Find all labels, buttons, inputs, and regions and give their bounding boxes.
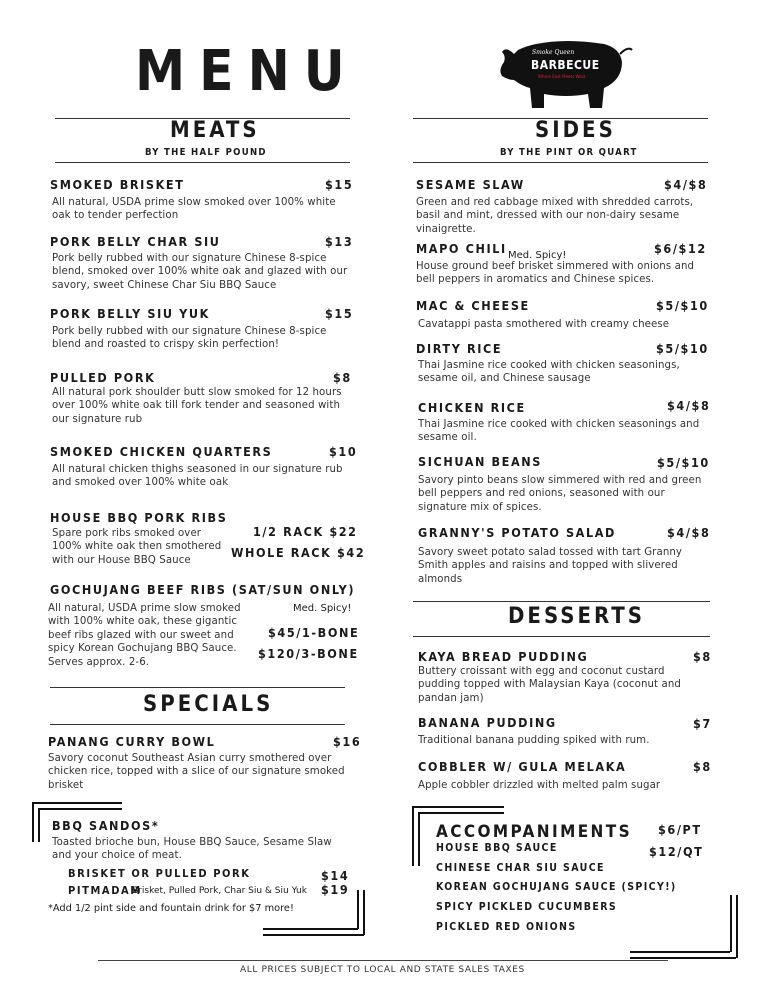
sandos-frame	[263, 928, 358, 930]
sandos-frame	[38, 808, 122, 810]
sandos-line2-detail: Brisket, Pulled Pork, Char Siu & Siu Yuk	[132, 886, 307, 896]
sandos-desc: Toasted brioche bun, House BBQ Sauce, Sesame Slaw and your choice of meat.	[52, 837, 332, 862]
meats-rule-bottom	[55, 162, 350, 163]
accompaniments-frame	[736, 895, 738, 958]
desserts-rule-bottom	[413, 636, 710, 637]
meat-item-desc: Spare pork ribs smoked over 100% white oak then smothered with our House BBQ Sauce	[52, 528, 222, 566]
dessert-item-name: KAYA BREAD PUDDING	[418, 649, 589, 664]
dessert-item-price: $8	[693, 649, 712, 664]
side-item-desc: Thai Jasmine rice cooked with chicken seasonings and sesame oil.	[418, 419, 700, 444]
meat-item-price: $15	[325, 177, 354, 192]
meat-item-price: $8	[333, 370, 352, 385]
meat-item-price-2: $120/3-BONE	[258, 646, 359, 661]
sandos-frame	[363, 890, 365, 935]
meat-item-desc: Pork belly rubbed with our signature Chinese 8-spice blend and roasted to crispy skin perfection!	[52, 326, 327, 351]
sandos-footnote: *Add 1/2 pint side and fountain drink for $7 more!	[48, 903, 294, 914]
side-item-desc: House ground beef brisket simmered with onions and bell peppers in aromatics and Chinese spices.	[416, 261, 695, 286]
accompaniments-frame	[412, 806, 504, 808]
side-item-price: $5/$10	[657, 455, 710, 470]
side-item-desc: Savory pinto beans slow simmered with red and green bell peppers and red onions, seasoned with our signature mix of spices.	[418, 475, 702, 513]
side-item-desc: Cavatappi pasta smothered with creamy cheese	[418, 319, 670, 330]
side-item-name: CHICKEN RICE	[418, 400, 526, 415]
dessert-item-price: $7	[693, 716, 712, 731]
side-item-name: DIRTY RICE	[416, 341, 503, 356]
sandos-line2: PITMADAM	[68, 884, 142, 897]
accompaniments-frame	[412, 806, 414, 866]
logo-line3: Where East Meets West	[538, 74, 586, 79]
logo-line1: Smoke Queen	[532, 49, 575, 56]
side-item-price: $5/$10	[656, 298, 709, 313]
side-item-price: $6/$12	[654, 241, 707, 256]
dessert-item-name: BANANA PUDDING	[418, 715, 557, 730]
side-item-price: $4/$8	[667, 398, 711, 413]
sandos-price1: $14	[321, 868, 350, 883]
side-item-price: $5/$10	[656, 341, 709, 356]
specials-rule-bottom	[50, 724, 345, 725]
meat-item-name: SMOKED BRISKET	[50, 177, 185, 192]
meat-item-desc: All natural, USDA prime slow smoked with 100% white oak, these gigantic beef ribs glazed with our sweet and spicy Korean Gochujang BBQ Sauce. Serves approx. 2-6.	[48, 603, 241, 668]
side-item-price: $4/$8	[667, 525, 711, 540]
side-item-desc: Thai Jasmine rice cooked with chicken seasonings, sesame oil, and Chinese sausage	[418, 360, 680, 385]
accompaniment-item: SPICY PICKLED CUCUMBERS	[436, 901, 618, 913]
barbecue-logo	[496, 36, 636, 112]
accompaniments-frame	[418, 812, 504, 814]
meat-item-desc: All natural, USDA prime slow smoked over 100% white oak to tender perfection	[52, 197, 336, 222]
meat-item-price: $15	[325, 306, 354, 321]
meat-item-name: HOUSE BBQ PORK RIBS	[50, 510, 228, 525]
meat-item-name: GOCHUJANG BEEF RIBS (SAT/SUN ONLY)	[50, 582, 356, 597]
side-item-name: SESAME SLAW	[416, 177, 525, 192]
spicy-note: Med. Spicy!	[508, 250, 567, 261]
sandos-price2: $19	[321, 882, 350, 897]
meat-item-price: 1/2 RACK $22	[253, 524, 358, 539]
footer-note: ALL PRICES SUBJECT TO LOCAL AND STATE SALES TAXES	[240, 965, 525, 975]
sandos-frame	[32, 802, 122, 804]
meat-item-price: $13	[325, 234, 354, 249]
side-item-name: SICHUAN BEANS	[418, 454, 542, 469]
sandos-frame	[32, 802, 34, 842]
accompaniment-item: HOUSE BBQ SAUCE	[436, 842, 558, 854]
meats-heading: MEATS	[170, 118, 260, 143]
side-item-desc: Savory sweet potato salad tossed with tart Granny Smith apples and raisins and topped with slivered almonds	[418, 547, 683, 585]
meats-subheading: BY THE HALF POUND	[145, 147, 267, 158]
accompaniments-heading: ACCOMPANIMENTS	[436, 822, 632, 842]
accompaniment-item: CHINESE CHAR SIU SAUCE	[436, 862, 605, 874]
accompaniments-frame	[418, 812, 420, 866]
meat-item-name: PORK BELLY SIU YUK	[50, 306, 210, 321]
specials-heading: SPECIALS	[143, 692, 274, 717]
accompaniment-item: PICKLED RED ONIONS	[436, 921, 577, 933]
meat-item-name: PULLED PORK	[50, 370, 156, 385]
accompaniment-item: KOREAN GOCHUJANG SAUCE (SPICY!)	[436, 881, 677, 893]
special-item-name: PANANG CURRY BOWL	[48, 734, 216, 749]
accompaniments-frame	[630, 957, 736, 959]
dessert-item-name: COBBLER W/ GULA MELAKA	[418, 759, 627, 774]
meat-item-desc: All natural chicken thighs seasoned in our signature rub and smoked over 100% white oak	[52, 464, 343, 489]
dessert-item-desc: Apple cobbler drizzled with melted palm sugar	[418, 780, 661, 791]
menu-title: MENU	[135, 39, 359, 104]
meat-item-desc: Pork belly rubbed with our signature Chinese 8-spice blend, smoked over 100% white oak and glazed with our savory, sweet Chinese Char Siu BBQ Sauce	[52, 253, 348, 291]
accompaniments-frame	[730, 895, 732, 952]
meat-item-price-2: WHOLE RACK $42	[231, 545, 366, 560]
side-item-name: MAC & CHEESE	[416, 298, 530, 313]
dessert-item-desc: Buttery croissant with egg and coconut custard pudding topped with Malaysian Kaya (coconut and pandan jam)	[418, 666, 681, 704]
meat-item-price: $10	[329, 444, 358, 459]
sandos-frame	[263, 934, 364, 936]
side-item-name: GRANNY'S POTATO SALAD	[418, 525, 616, 540]
sandos-frame	[38, 808, 40, 842]
meat-item-name: PORK BELLY CHAR SIU	[50, 234, 221, 249]
desserts-heading: DESSERTS	[508, 604, 646, 629]
dessert-item-price: $8	[693, 759, 712, 774]
sandos-frame	[357, 890, 359, 929]
sides-subheading: BY THE PINT OR QUART	[500, 147, 638, 158]
special-item-price: $16	[333, 734, 362, 749]
sides-heading: SIDES	[535, 118, 616, 143]
specials-rule-top	[50, 687, 345, 688]
dessert-item-desc: Traditional banana pudding spiked with rum.	[418, 735, 650, 746]
meat-item-name: SMOKED CHICKEN QUARTERS	[50, 444, 273, 459]
accompaniments-price-quart: $12/QT	[649, 844, 704, 859]
accompaniments-price-pint: $6/PT	[658, 822, 702, 837]
spicy-note: Med. Spicy!	[293, 603, 352, 614]
meat-item-desc: All natural pork shoulder butt slow smoked for 12 hours over 100% white oak till fork tender and seasoned with our signature rub	[52, 387, 342, 425]
meat-item-price: $45/1-BONE	[268, 625, 360, 640]
sandos-heading: BBQ SANDOS*	[52, 818, 160, 833]
side-item-desc: Green and red cabbage mixed with shredded carrots, basil and mint, dressed with our non-dairy sesame vinaigrette.	[416, 197, 694, 235]
special-item-desc: Savory coconut Southeast Asian curry smothered over chicken rice, topped with a slice of our signature smoked brisket	[48, 753, 345, 791]
footer-rule	[98, 960, 668, 961]
sides-rule-bottom	[413, 162, 708, 163]
accompaniments-frame	[630, 951, 730, 953]
desserts-rule-top	[413, 601, 710, 602]
side-item-price: $4/$8	[664, 177, 708, 192]
logo-line2: BARBECUE	[531, 58, 600, 72]
side-item-name: MAPO CHILI	[416, 241, 507, 256]
sandos-line1: BRISKET OR PULLED PORK	[68, 867, 251, 880]
